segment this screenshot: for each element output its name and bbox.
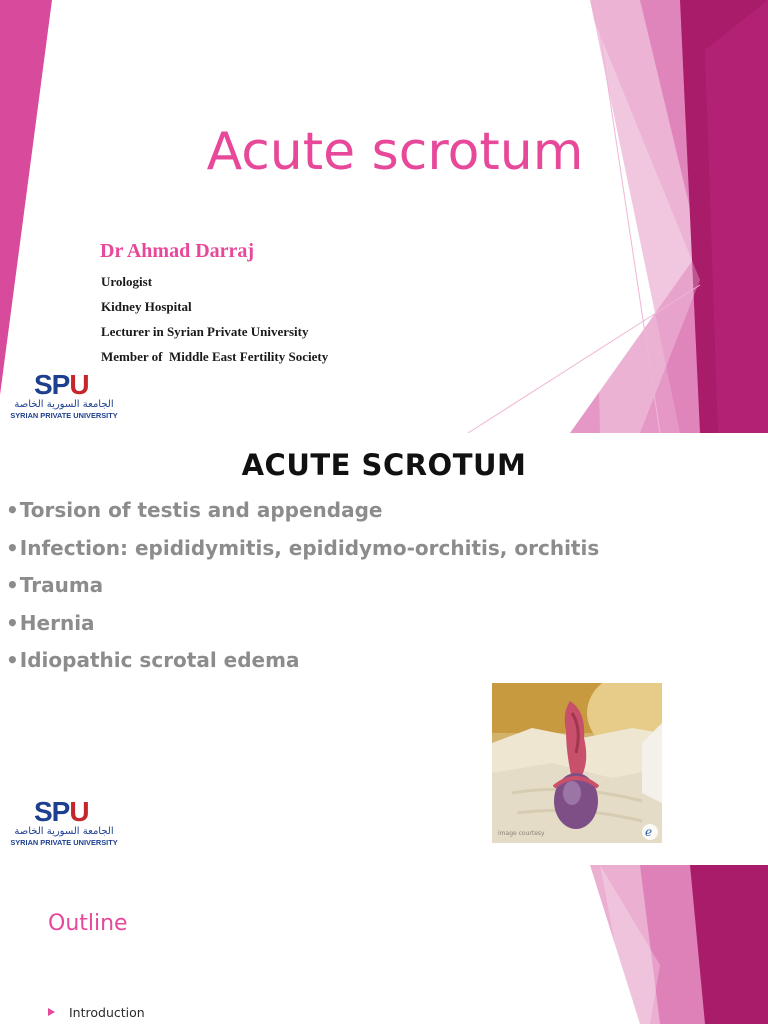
logo-mark: SPU (34, 369, 89, 400)
outline-slide (0, 865, 768, 1024)
slide-title: Outline (48, 911, 128, 936)
bullet-item: • Hernia (6, 608, 599, 646)
credential-line: Member of Middle East Fertility Society (101, 349, 329, 364)
logo-arabic-name: الجامعة السورية الخاصة (14, 826, 114, 837)
slide-title: ACUTE SCROTUM (241, 448, 527, 482)
credential-line: Kidney Hospital (101, 299, 192, 314)
university-logo (6, 368, 122, 428)
photo-badge: e (645, 825, 653, 839)
logo-english-name: SYRIAN PRIVATE UNIVERSITY (10, 411, 118, 420)
credential-line: Urologist (101, 274, 153, 289)
bullet-item: • Idiopathic scrotal edema (6, 645, 599, 683)
left-accent-shape (0, 0, 52, 395)
bullet-item: • Infection: epididymitis, epididymo-orchitis, orchitis (6, 533, 599, 571)
slide-decoration (0, 865, 768, 1024)
logo-arabic-name: الجامعة السورية الخاصة (14, 399, 114, 410)
svg-text:image courtesy: image courtesy (498, 830, 545, 837)
bullet-item: • Trauma (6, 570, 599, 608)
bullet-item: • Torsion of testis and appendage (6, 495, 599, 533)
clinical-photo (492, 683, 662, 843)
outline-item-label: Introduction (69, 1005, 145, 1020)
content-slide (0, 433, 768, 865)
author-name: Dr Ahmad Darraj (100, 240, 255, 262)
slide-title: Acute scrotum (206, 122, 584, 182)
logo-mark: SPU (34, 796, 89, 827)
title-slide (0, 0, 768, 433)
arrow-bullet-icon (48, 1008, 55, 1016)
university-logo (6, 795, 122, 855)
logo-english-name: SYRIAN PRIVATE UNIVERSITY (10, 838, 118, 847)
bullet-list (6, 495, 599, 683)
credential-line: Lecturer in Syrian Private University (101, 324, 309, 339)
outline-item (48, 1005, 145, 1020)
